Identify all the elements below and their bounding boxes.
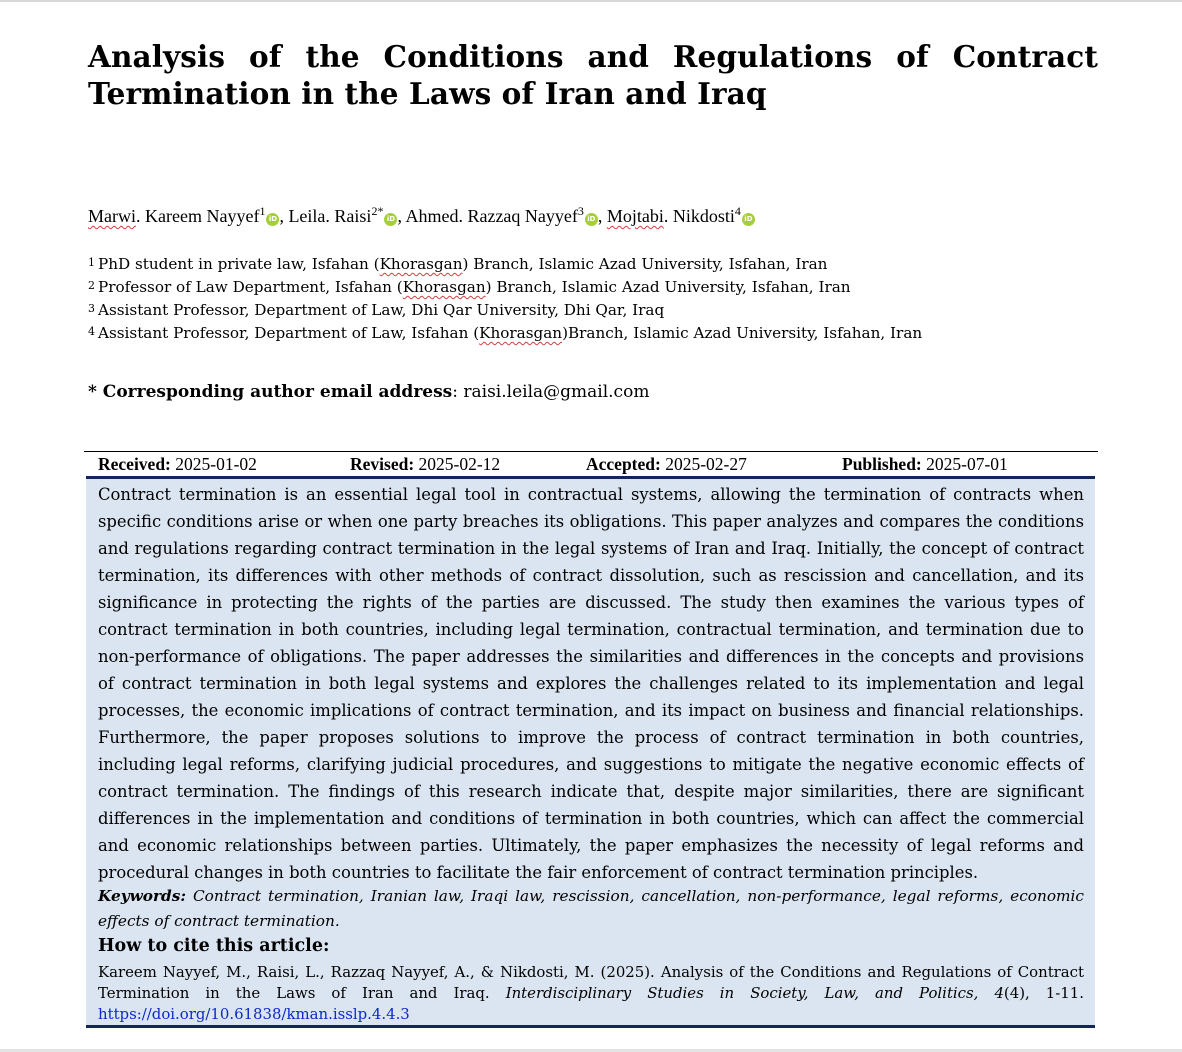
author-affil-marker: 2* <box>371 204 384 218</box>
author-4 <box>607 206 755 226</box>
article-dates <box>84 452 1098 476</box>
affiliation-branch: Khorasgan <box>402 278 486 296</box>
date-revised <box>350 453 500 476</box>
affiliation-2 <box>88 275 1088 298</box>
author-affil-marker: 1 <box>259 204 266 218</box>
affiliation-branch: Khorasgan <box>479 324 563 342</box>
affiliation-text: ) Branch, Islamic Azad University, Isfahan, Iran <box>485 278 851 296</box>
abstract-box <box>86 476 1095 1028</box>
author-name: . Raisi <box>325 206 372 226</box>
corresponding-author <box>88 381 649 403</box>
citation-authors: Kareem Nayyef, M., Raisi, L., Razzaq Nayyef, A., & Nikdosti, M. (2025). Analysis of the Conditions and Regulations of Contract Termination in the Laws of Iran and Iraq. <box>98 963 1084 1002</box>
page-top-border <box>0 0 1182 2</box>
date-accepted <box>586 453 747 476</box>
author-name: . Nikdosti <box>663 206 735 226</box>
date-published <box>842 453 1008 476</box>
author-3 <box>405 206 597 226</box>
author-affil-marker: 4 <box>734 204 741 218</box>
affiliation-list <box>88 252 1088 344</box>
affiliation-number: 4 <box>88 325 95 338</box>
orcid-icon[interactable]: iD <box>742 213 755 226</box>
corresponding-separator: : <box>452 382 458 402</box>
affiliation-3 <box>88 298 1088 321</box>
affiliation-text: PhD student in private law, Isfahan ( <box>98 255 380 273</box>
keywords-list: Contract termination, Iranian law, Iraqi law, rescission, cancellation, non-performance, legal reforms, economic effects of contract termination. <box>98 887 1084 930</box>
citation <box>98 962 1084 1025</box>
corresponding-label: * Corresponding author email address <box>88 382 453 402</box>
date-value: 2025-07-01 <box>926 454 1008 474</box>
orcid-icon[interactable]: iD <box>384 213 397 226</box>
affiliation-text: Assistant Professor, Department of Law, Dhi Qar University, Dhi Qar, Iraq <box>98 301 665 319</box>
date-label: Accepted: <box>586 454 661 474</box>
author-list: Marwi. Kareem Nayyef$^1$iD , Leila. Raisi$^{2*}$iD , Ahmed. Razzaq Nayyef$^3$iD , Mojtabi. Nikdosti$^4$iD <box>88 205 1088 227</box>
author-name: . Razzaq Nayyef <box>458 206 578 226</box>
affiliation-number: 1 <box>88 256 95 269</box>
author-first-name: Mojtabi <box>606 206 664 226</box>
author-first-name: Marwi <box>88 206 136 226</box>
citation-issue: (4), 1-11. <box>1003 984 1084 1002</box>
date-value: 2025-02-12 <box>418 454 501 474</box>
affiliation-text: )Branch, Islamic Azad University, Isfahan, Iran <box>562 324 923 342</box>
affiliation-1 <box>88 252 1088 275</box>
author-2 <box>288 206 397 226</box>
paper-title: Analysis of the Conditions and Regulations of Contract Termination in the Laws of Iran and Iraq <box>88 39 1098 111</box>
affiliation-text: Assistant Professor, Department of Law, Isfahan ( <box>98 324 480 342</box>
author-first-name: Ahmed <box>405 206 459 226</box>
author-affil-marker: 3 <box>577 204 584 218</box>
cite-heading: How to cite this article: <box>98 936 330 956</box>
affiliation-branch: Khorasgan <box>379 255 463 273</box>
date-value: 2025-02-27 <box>665 454 747 474</box>
corresponding-email[interactable]: raisi.leila@gmail.com <box>463 382 650 402</box>
affiliation-text: ) Branch, Islamic Azad University, Isfahan, Iran <box>462 255 828 273</box>
affiliation-number: 2 <box>88 279 95 292</box>
orcid-icon[interactable]: iD <box>585 213 598 226</box>
date-received <box>98 453 257 476</box>
affiliation-text: Professor of Law Department, Isfahan ( <box>98 278 403 296</box>
date-label: Published: <box>842 454 922 474</box>
affiliation-4 <box>88 321 1088 344</box>
orcid-icon[interactable]: iD <box>266 213 279 226</box>
keywords-label: Keywords: <box>98 887 186 905</box>
date-label: Revised: <box>350 454 415 474</box>
keywords <box>98 884 1084 934</box>
author-name: . Kareem Nayyef <box>136 206 260 226</box>
citation-journal: Interdisciplinary Studies in Society, Law, and Politics, 4 <box>505 984 1004 1002</box>
date-label: Received: <box>98 454 171 474</box>
abstract-text: Contract termination is an essential legal tool in contractual systems, allowing the termination of contracts when specific conditions arise or when one party breaches its obligations. This paper analyzes and compares the conditions and regulations regarding contract termination in the legal systems of Iran and Iraq. Initially, the concept of contract termination, its differences with other methods of contract dissolution, such as rescission and cancellation, and its significance in protecting the rights of the parties are discussed. The study then examines the various types of contract termination in both countries, including legal termination, contractual termination, and termination due to non-performance of obligations. The paper addresses the similarities and differences in the concepts and provisions of contract termination in both legal systems and explores the challenges related to its implementation and legal processes, the economic implications of contract termination, and its impact on business and financial relationships. Furthermore, the paper proposes solutions to improve the process of contract termination in both countries, including legal reforms, clarifying judicial procedures, and suggestions to mitigate the negative economic effects of contract termination. The findings of this research indicate that, despite major similarities, there are significant differences in the implementation and conditions of termination in both countries, which can affect the commercial and economic relationships between parties. Ultimately, the paper emphasizes the necessity of legal reforms and procedural changes in both countries to facilitate the fair enforcement of contract termination principles. <box>98 485 1084 882</box>
affiliation-number: 3 <box>88 302 95 315</box>
doi-link[interactable]: https://doi.org/10.61838/kman.isslp.4.4.3 <box>98 1005 410 1023</box>
author-1 <box>88 206 279 226</box>
date-value: 2025-01-02 <box>175 454 257 474</box>
author-first-name: Leila <box>288 206 326 226</box>
